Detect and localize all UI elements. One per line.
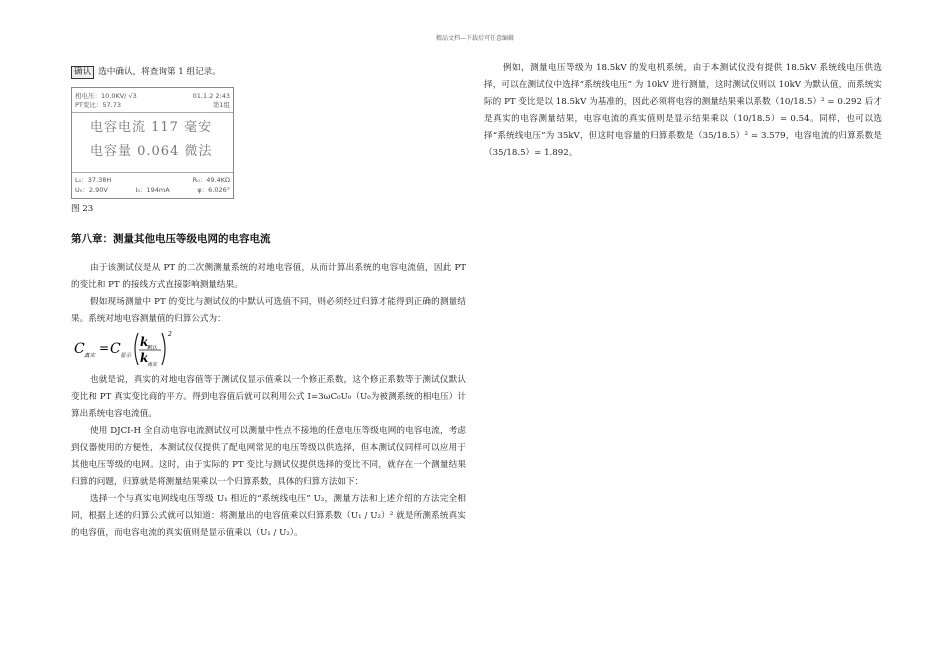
lcd-voltage: 相电压：10.0KV/ √3 (75, 92, 137, 100)
formula-graphic (71, 328, 191, 370)
confirm-text: 选中确认，将查询第 1 组记录。 (98, 67, 221, 77)
formula-c-disp: C (110, 341, 121, 357)
lcd-phi: φ：6.026° (197, 186, 230, 194)
formula-sub-default: 默认 (147, 345, 158, 351)
paragraph-2: 假如现场测量中 PT 的变比与测试仪的中默认可选值不同，则必须经过归算才能得到正确的测量结果。系统对地电容测量值的归算公式为： (71, 297, 466, 324)
paragraph-5: 选择一个与真实电网线电压等级 U₁ 相近的“系统线电压” U₂，测量方法和上述介绍的方法完全相同，根据上述的归算公式就可以知道：将测量出的电容值乘以归算系数（U₁ / U₂）² 就是所测系统真实的电容值，而电容电流的真实值则是显示值乘以（U₁ / U₂）。 (71, 494, 466, 538)
chapter-title: 第八章：测量其他电压等级电网的电容电流 (71, 233, 271, 245)
lcd-u0: U₀：2.90V (75, 186, 108, 194)
paragraph-3: 也就是说，真实的对地电容值等于测试仪显示值乘以一个修正系数，这个修正系数等于测试仪默认变比和 PT 真实变比商的平方。得到电容值后就可以利用公式 I=3ωC₀U₀（U₀为被测系统的相电压）计算出系统电容电流值。 (71, 375, 466, 419)
example-paragraph: 例如，测量电压等级为 18.5kV 的发电机系统，由于本测试仪没有提供 18.5kV 系统线电压供选择，可以在测试仪中选择“系统线电压” 为 10kV 进行测量，这时测试仪则以 10kV 为默认值，而系统实际的 PT 变比是以 18.5kV 为基准的，因此必须将电容的测量结果乘以系数（10/18.5）² = 0.292 后才是真实的电容测量结果，电容电流的真实值则是显示结果乘以（10/18.5）= 0.54。同样，也可以选择“系统线电压”为 35kV，但这时电容量的归算系数是（35/18.5）² = 3.579，电容电流的归算系数是（35/18.5）= 1.892。 (484, 63, 882, 158)
formula-right-paren (162, 333, 165, 365)
lcd-capacitive-current: 电容电流 117 毫安 (90, 120, 213, 135)
right-column (484, 60, 882, 162)
formula-left-paren (135, 333, 138, 365)
left-column (71, 64, 466, 542)
confirm-key-label: 确认 (71, 66, 94, 79)
paragraph-4: 使用 DJCI-H 全自动电容电流测试仪可以测量中性点不接地的任意电压等级电网的电容电流，考虑到仪器使用的方便性，本测试仪仅提供了配电网常见的电压等级以供选择，但本测试仪同样可以应用于其他电压等级的电网。这时，由于实际的 PT 变比与测试仪提供选择的变比不同，就存在一个测量结果归算的问题，归算就是将测量结果乘以一个归算系数，具体的归算方法如下： (71, 426, 466, 487)
conversion-formula (71, 328, 466, 370)
formula-c-real: C (74, 341, 85, 357)
formula-k-default: k (140, 335, 149, 349)
formula-sub-real: 真实 (84, 353, 96, 359)
formula-equals: = (99, 341, 110, 355)
lcd-row-u0 (75, 186, 230, 195)
lcd-capacitance: 电容量 0.064 微法 (90, 144, 213, 159)
lcd-datetime: 01.1.2 2:43 (192, 92, 230, 100)
lcd-divider-top (72, 112, 233, 113)
paragraph-1: 由于该测试仪是从 PT 的二次侧测量系统的对地电容值，从而计算出系统的电容电流值，因此 PT 的变比和 PT 的接线方式直接影响测量结果。 (71, 263, 466, 290)
lcd-row-l0 (75, 176, 230, 185)
lcd-i0: I₀：194mA (135, 186, 170, 194)
lcd-pt-ratio: PT变比：57.73 (75, 101, 121, 109)
confirm-instruction (71, 64, 466, 81)
lcd-l0: L₀：37.38H (75, 176, 112, 184)
lcd-r0: R₀：49.4KΩ (192, 176, 230, 184)
page-header: 精品文档---下载后可任意编辑 (435, 35, 515, 42)
figure-caption: 图 23 (71, 204, 94, 214)
lcd-group: 第1组 (212, 101, 230, 109)
device-lcd-screen (71, 87, 234, 199)
formula-sub-disp: 显示 (120, 353, 132, 359)
lcd-divider-bottom (72, 172, 233, 173)
formula-exponent: 2 (168, 331, 172, 338)
lcd-second-row (75, 101, 230, 110)
lcd-top-row (75, 92, 230, 101)
formula-k-real: k (140, 351, 149, 365)
formula-sub-real-k: 真实 (147, 362, 158, 368)
